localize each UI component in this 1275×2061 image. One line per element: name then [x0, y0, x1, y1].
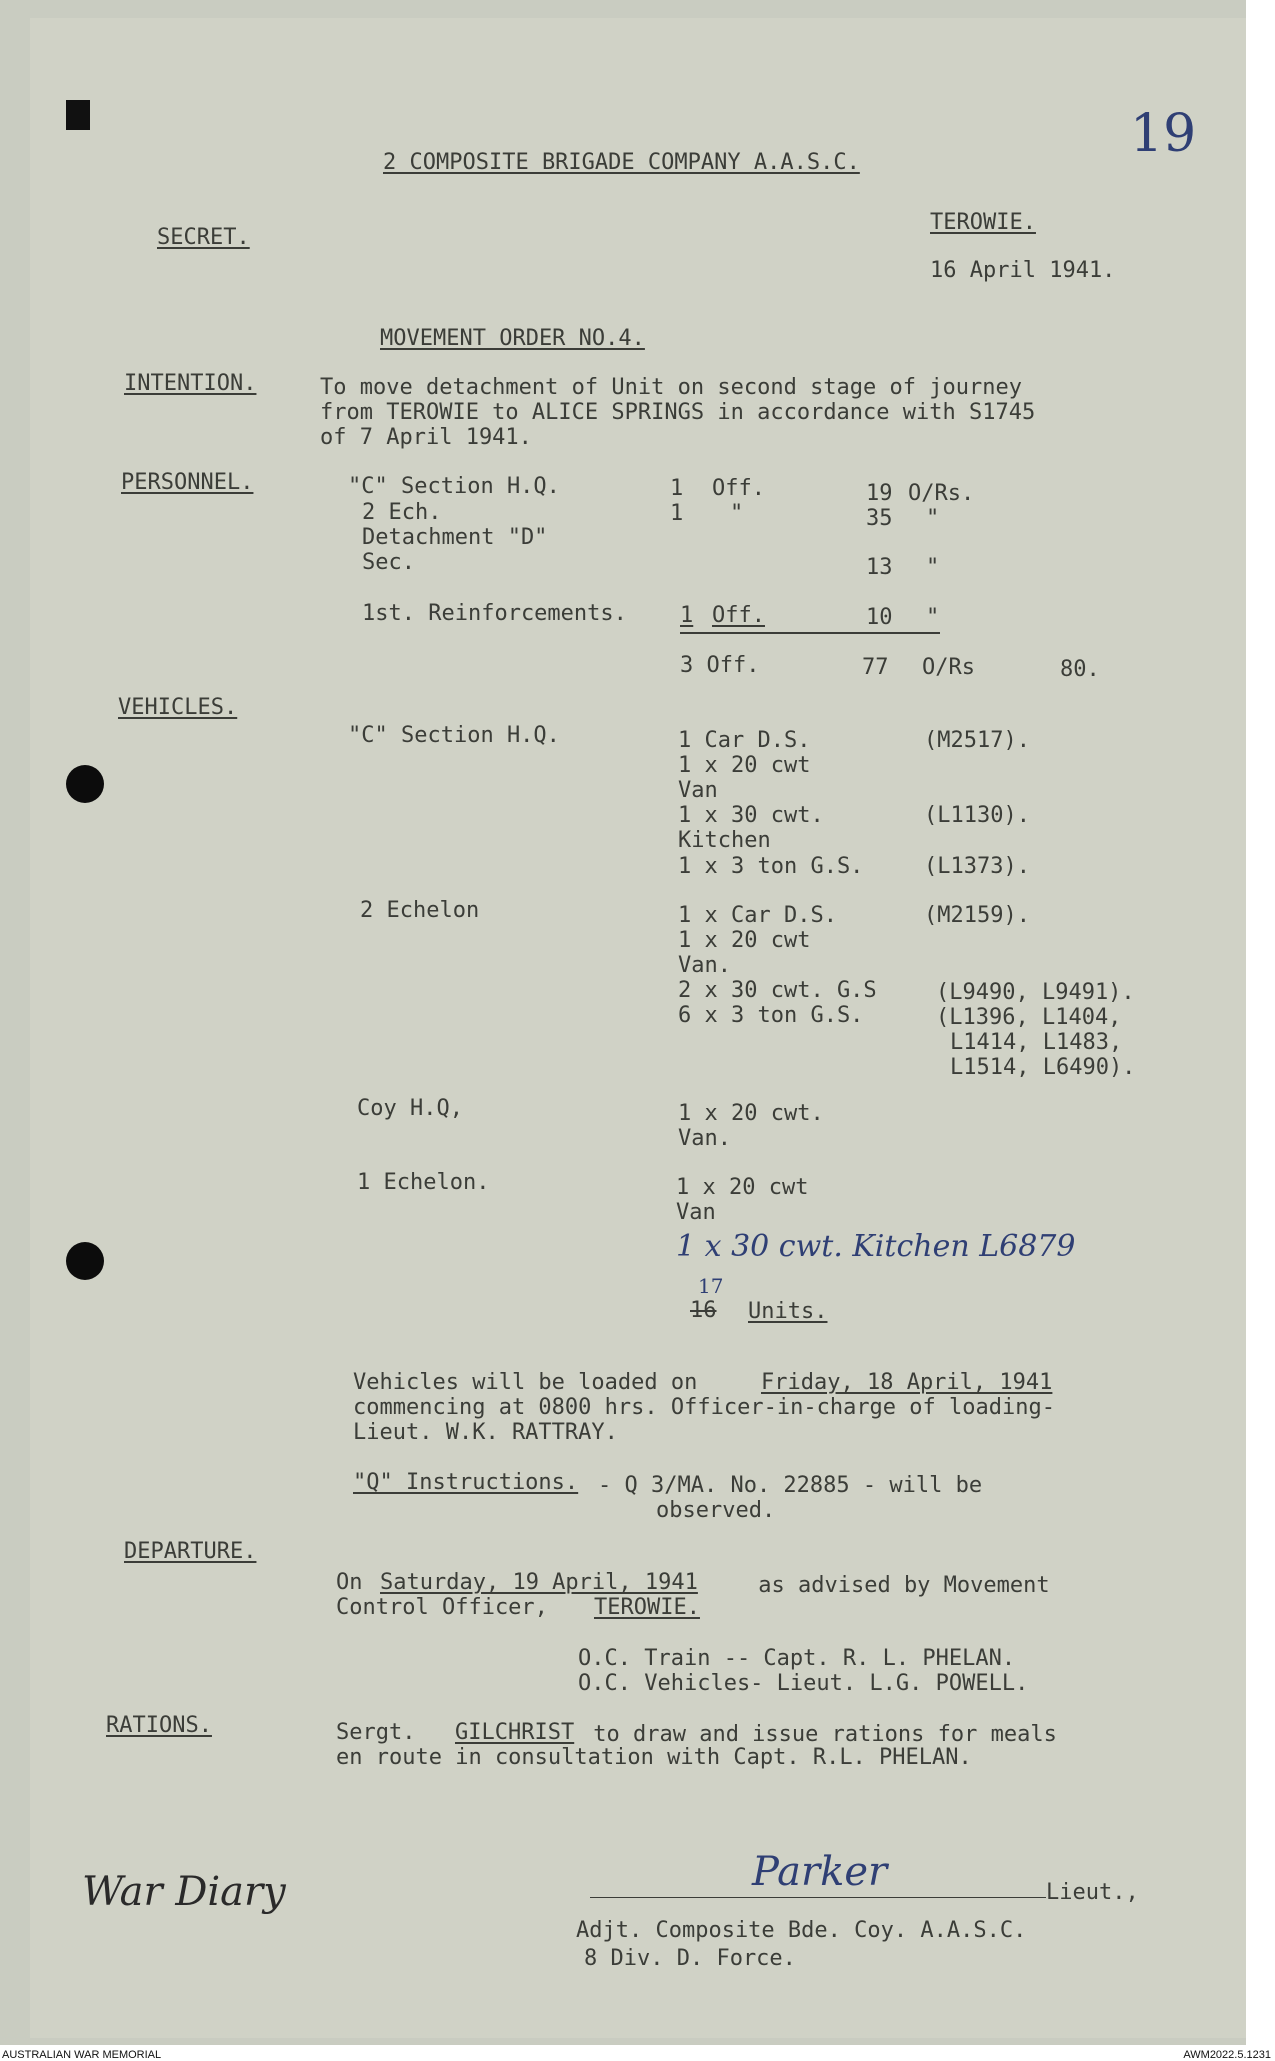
- intention-heading: INTENTION.: [124, 371, 257, 396]
- vehicles-heading: VEHICLES.: [118, 695, 238, 720]
- signatory-title: Adjt. Composite Bde. Coy. A.A.S.C.: [576, 1918, 1027, 1943]
- vehicle-desc: 1 x 20 cwt: [676, 1175, 809, 1200]
- loading-line: commencing at 0800 hrs. Officer-in-charge of loading-: [353, 1395, 1055, 1420]
- loading-date: Friday, 18 April, 1941: [761, 1370, 1053, 1395]
- loading-line: Lieut. W.K. RATTRAY.: [353, 1420, 618, 1445]
- punch-hole: [66, 1242, 104, 1280]
- vehicle-desc: 1 x 3 ton G.S.: [678, 854, 864, 879]
- staple-mark: [66, 100, 90, 130]
- vehicle-desc: Van.: [678, 1126, 731, 1151]
- vehicle-reg: L1514, L6490).: [950, 1055, 1136, 1080]
- vehicle-desc: 2 x 30 cwt. G.S: [678, 978, 877, 1003]
- departure-heading: DEPARTURE.: [124, 1539, 257, 1564]
- personnel-unit: Sec.: [362, 550, 415, 575]
- total-other-ranks-unit: O/Rs: [922, 655, 975, 680]
- personnel-other-ranks-unit: ": [926, 605, 940, 630]
- q-instructions-text: observed.: [656, 1498, 776, 1523]
- grand-total: 80.: [1060, 657, 1100, 682]
- departure-place: TEROWIE.: [594, 1595, 700, 1620]
- vehicle-desc: 6 x 3 ton G.S.: [678, 1003, 864, 1028]
- intention-line: from TEROWIE to ALICE SPRINGS in accordance with S1745: [320, 400, 1036, 425]
- units-label: Units.: [748, 1299, 828, 1324]
- personnel-unit: 1st. Reinforcements.: [362, 601, 627, 626]
- personnel-heading: PERSONNEL.: [121, 470, 254, 495]
- vehicle-group-unit: 2 Echelon: [360, 898, 480, 923]
- personnel-officers-unit: Off.: [712, 603, 765, 628]
- personnel-other-ranks: 19: [866, 481, 893, 506]
- personnel-other-ranks-unit: ": [926, 555, 940, 580]
- punch-hole: [66, 765, 104, 803]
- vehicle-reg: (L9490, L9491).: [936, 980, 1135, 1005]
- folio-number: 19: [1130, 104, 1197, 164]
- rations-line: Sergt.: [336, 1720, 429, 1745]
- place: TEROWIE.: [930, 210, 1036, 235]
- total-officers: 3 Off.: [680, 653, 760, 678]
- intention-line: To move detachment of Unit on second stage of journey: [320, 375, 1022, 400]
- vehicle-desc: Van: [678, 778, 718, 803]
- q-instructions-text: - Q 3/MA. No. 22885 - will be: [598, 1473, 983, 1498]
- oc-vehicles: O.C. Vehicles- Lieut. L.G. POWELL.: [578, 1671, 1029, 1696]
- personnel-officers: 1: [670, 476, 684, 501]
- signature-rank: Lieut.,: [1046, 1880, 1139, 1905]
- vehicle-group-unit: 1 Echelon.: [357, 1170, 490, 1195]
- vehicle-desc: Van.: [678, 953, 731, 978]
- vehicle-desc: 1 x 20 cwt: [678, 753, 811, 778]
- date: 16 April 1941.: [930, 258, 1116, 283]
- vehicle-desc: Van: [676, 1200, 716, 1225]
- vehicle-desc: 1 Car D.S.: [678, 728, 811, 753]
- vehicle-desc: 1 x 30 cwt.: [678, 803, 824, 828]
- departure-line: On: [336, 1570, 376, 1595]
- personnel-officers-unit: Off.: [712, 476, 765, 501]
- archive-reference: AWM2022.5.1231: [1183, 2049, 1271, 2061]
- vehicle-group-unit: "C" Section H.Q.: [348, 723, 560, 748]
- loading-line: Vehicles will be loaded on: [353, 1370, 711, 1395]
- signatory-unit: 8 Div. D. Force.: [584, 1946, 796, 1971]
- handwritten-total: 17: [698, 1274, 724, 1298]
- oc-train: O.C. Train -- Capt. R. L. PHELAN.: [578, 1646, 1016, 1671]
- classification: SECRET.: [157, 225, 250, 250]
- intention-line: of 7 April 1941.: [320, 425, 532, 450]
- vehicle-desc: 1 x 20 cwt: [678, 928, 811, 953]
- vehicle-group-unit: Coy H.Q,: [357, 1096, 463, 1121]
- personnel-officers-unit: ": [730, 501, 744, 526]
- vehicle-reg: (L1396, L1404,: [936, 1005, 1122, 1030]
- vehicle-reg: (M2159).: [924, 903, 1030, 928]
- personnel-other-ranks-unit: O/Rs.: [908, 481, 975, 506]
- vehicle-desc: Kitchen: [678, 828, 771, 853]
- personnel-unit: "C" Section H.Q.: [348, 474, 560, 499]
- personnel-unit: 2 Ech.: [362, 500, 442, 525]
- rations-line: to draw and issue rations for meals: [580, 1722, 1057, 1747]
- departure-line: Control Officer,: [336, 1595, 562, 1620]
- archive-credit: AUSTRALIAN WAR MEMORIAL: [2, 2049, 162, 2061]
- rations-line: en route in consultation with Capt. R.L. PHELAN.: [336, 1745, 972, 1770]
- document-heading: 2 COMPOSITE BRIGADE COMPANY A.A.S.C.: [383, 150, 860, 175]
- order-title: MOVEMENT ORDER NO.4.: [380, 326, 645, 351]
- personnel-other-ranks: 13: [866, 555, 893, 580]
- vehicle-reg: (L1373).: [924, 854, 1030, 879]
- signature-line: [590, 1897, 1046, 1898]
- total-rule: [680, 632, 940, 634]
- rations-name: GILCHRIST: [455, 1720, 575, 1745]
- struck-total: 16: [690, 1298, 717, 1323]
- rations-heading: RATIONS.: [106, 1713, 212, 1738]
- q-instructions-label: "Q" Instructions.: [353, 1470, 579, 1495]
- personnel-other-ranks-unit: ": [926, 506, 940, 531]
- vehicle-reg: (L1130).: [924, 803, 1030, 828]
- total-other-ranks: 77: [862, 655, 889, 680]
- signature: Parker: [752, 1849, 888, 1895]
- departure-line: as advised by Movement: [745, 1573, 1050, 1598]
- personnel-officers: 1: [670, 501, 684, 526]
- personnel-other-ranks: 35: [866, 506, 893, 531]
- departure-date: Saturday, 19 April, 1941: [380, 1570, 698, 1595]
- handwritten-vehicle-addition: 1 x 30 cwt. Kitchen L6879: [676, 1229, 1076, 1264]
- vehicle-desc: 1 x 20 cwt.: [678, 1101, 824, 1126]
- personnel-officers: 1: [680, 603, 694, 628]
- vehicle-reg: L1414, L1483,: [950, 1030, 1123, 1055]
- war-diary-annotation: War Diary: [82, 1869, 286, 1915]
- personnel-other-ranks: 10: [866, 605, 893, 630]
- vehicle-desc: 1 x Car D.S.: [678, 903, 837, 928]
- vehicle-reg: (M2517).: [924, 728, 1030, 753]
- personnel-unit: Detachment "D": [362, 525, 548, 550]
